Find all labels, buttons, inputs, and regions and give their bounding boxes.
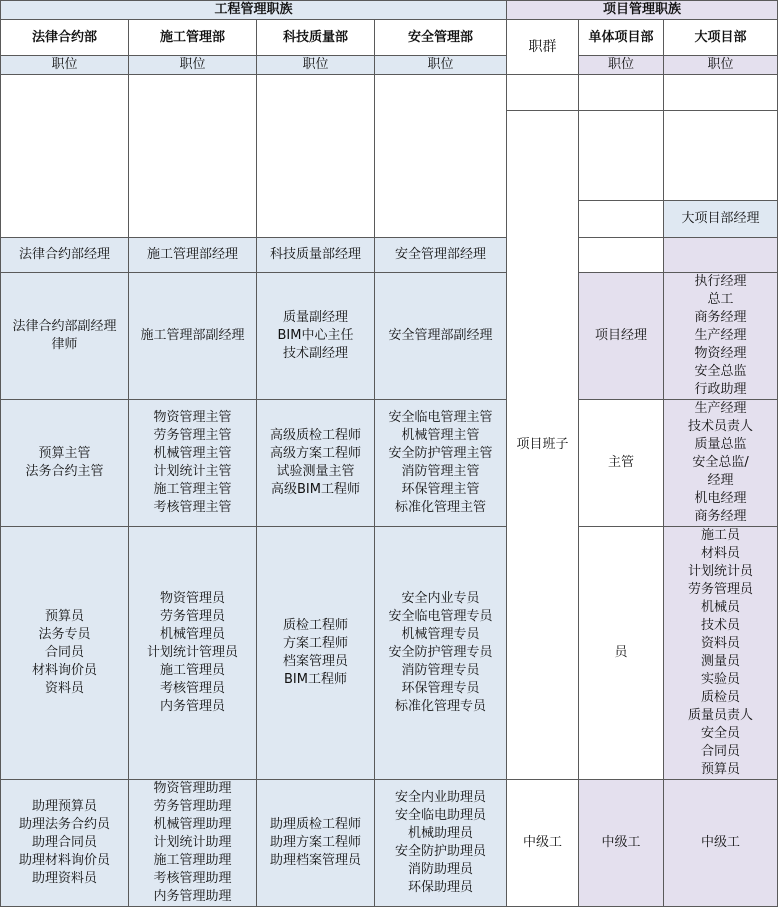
- construction-mid-cell: [129, 780, 257, 907]
- role-line: 行政助理: [694, 382, 747, 397]
- role-line: 消防管理主管: [401, 464, 480, 479]
- role-line: 考核管理员: [159, 681, 225, 696]
- role-line: 中级工: [601, 835, 641, 850]
- group-team-cell: [507, 111, 579, 780]
- role-line: 助理合同员: [31, 835, 97, 850]
- dept-construction-header: 施工管理部: [129, 20, 257, 56]
- role-line: 预算主管: [38, 446, 91, 461]
- single-mid-cell: [579, 780, 664, 907]
- role-line: 劳务管理主管: [153, 428, 232, 443]
- tech-supervisor-cell: [257, 400, 375, 527]
- group-supervisor-cell: 主管: [579, 400, 664, 527]
- engineering-family-header: 工程管理职族: [1, 1, 507, 20]
- role-line: 机械助理员: [408, 826, 474, 841]
- dept-big-project-header: 大项目部: [664, 20, 778, 56]
- role-line: 试验测量主管: [276, 464, 355, 479]
- role-line: 安全内业专员: [401, 591, 480, 606]
- role-line: 助理方案工程师: [269, 835, 361, 850]
- role-line: 合同员: [701, 744, 741, 759]
- dept-single-project-header: 单体项目部: [579, 20, 664, 56]
- role-line: 标准化管理专员: [395, 699, 487, 714]
- role-line: 施工员: [701, 528, 741, 543]
- role-line: 测量员: [701, 654, 741, 669]
- role-line: 安全临电管理专员: [388, 609, 493, 624]
- group-team-label: 项目班子: [516, 437, 569, 452]
- role-line: 方案工程师: [282, 636, 348, 651]
- construction-deputy-cell: [129, 273, 257, 400]
- role-line: 材料询价员: [31, 663, 97, 678]
- big-team-cell: [664, 273, 778, 400]
- role-line: 生产经理: [694, 401, 747, 416]
- position-label: 职位: [375, 56, 507, 75]
- role-line: 机械管理专员: [401, 627, 480, 642]
- position-label: 职位: [129, 56, 257, 75]
- role-line: 施工管理员: [159, 663, 225, 678]
- role-line: 物资经理: [694, 346, 747, 361]
- role-line: 环保管理专员: [401, 681, 480, 696]
- role-line: 预算员: [701, 762, 741, 777]
- role-line: 安全临电助理员: [395, 808, 487, 823]
- blank-cell: [1, 75, 129, 238]
- position-label: 职位: [1, 56, 129, 75]
- role-line: 资料员: [701, 636, 741, 651]
- role-line: 技术员: [701, 618, 741, 633]
- role-line: 执行经理: [694, 274, 747, 289]
- role-line: 实验员: [701, 672, 741, 687]
- role-line: 机械管理助理: [153, 817, 232, 832]
- role-line: 质检员: [701, 690, 741, 705]
- role-line: 劳务管理员: [159, 609, 225, 624]
- safety-manager-cell: 安全管理部经理: [375, 238, 507, 273]
- role-line: 法务合约主管: [25, 464, 104, 479]
- blank-cell: [375, 75, 507, 238]
- blank-cell: [257, 75, 375, 238]
- position-label: 职位: [257, 56, 375, 75]
- role-line: 机械管理员: [159, 627, 225, 642]
- role-line: 计划统计员: [688, 564, 754, 579]
- role-line: 安全防护管理主管: [388, 446, 493, 461]
- dept-safety-header: 安全管理部: [375, 20, 507, 56]
- role-line: 机械管理主管: [153, 446, 232, 461]
- blank-cell: [579, 201, 664, 238]
- role-line: 商务经理: [694, 310, 747, 325]
- big-mid-cell: [664, 780, 778, 907]
- safety-staff-cell: [375, 527, 507, 780]
- legal-deputy-cell: [1, 273, 129, 400]
- safety-deputy-cell: [375, 273, 507, 400]
- role-line: 高级方案工程师: [269, 446, 361, 461]
- blank-cell: [664, 75, 778, 111]
- role-line: 劳务管理员: [688, 582, 754, 597]
- role-line: 机械管理主管: [401, 428, 480, 443]
- role-line: 物资管理员: [159, 591, 225, 606]
- safety-mid-cell: [375, 780, 507, 907]
- role-line: 计划统计管理员: [146, 645, 238, 660]
- legal-manager-cell: 法律合约部经理: [1, 238, 129, 273]
- legal-supervisor-cell: [1, 400, 129, 527]
- role-line: 安全总监/: [692, 455, 749, 470]
- dept-tech-quality-header: 科技质量部: [257, 20, 375, 56]
- role-line: 项目经理: [595, 328, 648, 343]
- role-line: 物资管理助理: [153, 781, 232, 796]
- role-line: 安全总监: [694, 364, 747, 379]
- blank-cell: [664, 111, 778, 201]
- role-line: 计划统计主管: [153, 464, 232, 479]
- role-line: 质量总监: [694, 437, 747, 452]
- role-line: 商务经理: [694, 509, 747, 524]
- tech-manager-cell: 科技质量部经理: [257, 238, 375, 273]
- role-line: 助理预算员: [31, 799, 97, 814]
- role-line: 内务管理助理: [153, 889, 232, 904]
- role-line: 法务专员: [38, 627, 91, 642]
- role-line: 劳务管理助理: [153, 799, 232, 814]
- role-line: 质量副经理: [282, 310, 348, 325]
- role-line: 资料员: [44, 681, 84, 696]
- role-line: 经理: [707, 473, 734, 488]
- role-line: 律师: [51, 337, 78, 352]
- role-line: 安全防护助理员: [395, 844, 487, 859]
- safety-supervisor-cell: [375, 400, 507, 527]
- role-line: 助理法务合约员: [18, 817, 110, 832]
- role-line: 中级工: [701, 835, 741, 850]
- role-line: 消防助理员: [408, 862, 474, 877]
- role-line: 安全防护管理专员: [388, 645, 493, 660]
- role-line: 质检工程师: [282, 618, 348, 633]
- role-line: 预算员: [44, 609, 84, 624]
- role-line: 助理质检工程师: [269, 817, 361, 832]
- role-line: 生产经理: [694, 328, 747, 343]
- role-line: 材料员: [701, 546, 741, 561]
- dept-legal-header: 法律合约部: [1, 20, 129, 56]
- construction-supervisor-cell: [129, 400, 257, 527]
- blank-cell: [507, 75, 579, 111]
- role-line: 安全内业助理员: [395, 790, 487, 805]
- position-label: 职位: [579, 56, 664, 75]
- role-line: 技术员责人: [688, 419, 754, 434]
- role-line: 标准化管理主管: [395, 500, 487, 515]
- role-line: 环保管理主管: [401, 482, 480, 497]
- role-line: 合同员: [44, 645, 84, 660]
- role-line: 施工管理主管: [153, 482, 232, 497]
- role-line: 安全临电管理主管: [388, 410, 493, 425]
- blank-cell: [579, 111, 664, 201]
- role-line: 总工: [707, 292, 734, 307]
- role-line: 内务管理员: [159, 699, 225, 714]
- role-line: 技术副经理: [282, 346, 348, 361]
- role-line: 施工管理助理: [153, 853, 232, 868]
- single-staff-cell: [664, 527, 778, 780]
- role-line: 高级质检工程师: [269, 428, 361, 443]
- role-line: 助理档案管理员: [269, 853, 361, 868]
- role-line: 安全管理部副经理: [388, 328, 493, 343]
- role-line: 安全员: [701, 726, 741, 741]
- role-line: 机电经理: [694, 491, 747, 506]
- legal-staff-cell: [1, 527, 129, 780]
- role-line: 消防管理专员: [401, 663, 480, 678]
- single-team-cell: [579, 273, 664, 400]
- blank-cell: [579, 75, 664, 111]
- blank-cell: [129, 75, 257, 238]
- tech-mid-cell: [257, 780, 375, 907]
- single-supervisor-cell: [664, 400, 778, 527]
- role-line: 物资管理主管: [153, 410, 232, 425]
- role-line: 高级BIM工程师: [271, 482, 360, 497]
- big-dept-manager-cell: 大项目部经理: [664, 201, 778, 238]
- role-line: 质量员责人: [688, 708, 754, 723]
- group-staff-cell: 员: [579, 527, 664, 780]
- legal-mid-cell: [1, 780, 129, 907]
- project-family-header: 项目管理职族: [507, 1, 778, 20]
- role-line: BIM中心主任: [277, 328, 354, 343]
- construction-staff-cell: [129, 527, 257, 780]
- tech-staff-cell: [257, 527, 375, 780]
- role-line: 助理资料员: [31, 871, 97, 886]
- role-line: 计划统计助理: [153, 835, 232, 850]
- role-line: 法律合约部副经理: [12, 319, 117, 334]
- tech-deputy-cell: [257, 273, 375, 400]
- role-line: 环保助理员: [408, 880, 474, 895]
- group-mid-cell: 中级工: [507, 780, 579, 907]
- role-line: 档案管理员: [282, 654, 348, 669]
- position-label: 职位: [664, 56, 778, 75]
- role-line: 考核管理助理: [153, 871, 232, 886]
- blank-cell: [579, 238, 664, 273]
- role-line: BIM工程师: [284, 672, 347, 687]
- role-line: 助理材料询价员: [18, 853, 110, 868]
- role-line: 机械员: [701, 600, 741, 615]
- group-column-header: 职群: [507, 20, 579, 75]
- role-line: 考核管理主管: [153, 500, 232, 515]
- construction-manager-cell: 施工管理部经理: [129, 238, 257, 273]
- blank-cell: [664, 238, 778, 273]
- role-line: 施工管理部副经理: [140, 328, 245, 343]
